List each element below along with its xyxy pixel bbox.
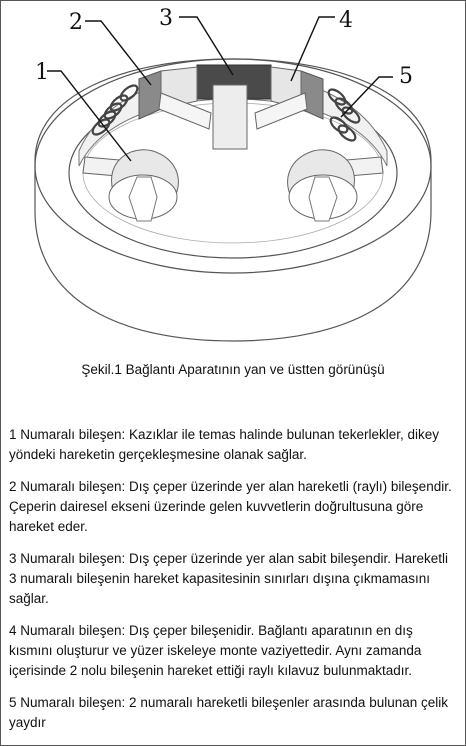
callout-5: 5 [399,64,413,89]
component-2-description: 2 Numaralı bileşen: Dış çeper üzerinde yer alan hareketli (raylı) bileşendir. Çeperin dairesel ekseni üzerinde gelen kuvvetlerin doğrultusuna göre hareket eder. [9,479,452,534]
component-list [9,425,459,745]
component-1-description: 1 Numaralı bileşen: Kazıklar ile temas halinde bulunan tekerlekler, dikey yöndeki hareketin gerçekleşmesine olanak sağlar. [9,427,439,462]
callout-2: 2 [69,10,83,35]
connection-apparatus-figure [1,1,465,351]
wheel-right [288,150,357,221]
wheel-left [109,150,178,221]
figure-caption: Şekil.1 Bağlantı Aparatının yan ve üstten görünüşü [81,362,385,377]
component-3-description: 3 Numaralı bileşen: Dış çeper üzerinde yer alan sabit bileşendir. Hareketli 3 numaralı bileşenin hareket kapasitesinin sınırları dışına çıkmamasını sağlar. [9,551,448,606]
component-4-description: 4 Numaralı bileşen: Dış çeper bileşenidir. Bağlantı aparatının en dış kısmını oluşturur ve yüzer iskeleye monte vaziyettedir. Aynı zamanda içerisinde 2 nolu bileşenin hareket ettiği raylı kılavuz bulunmaktadır. [9,623,422,678]
apparatus-drawing [1,1,465,351]
callout-3: 3 [159,6,173,31]
callout-4: 4 [339,8,353,33]
callout-1: 1 [35,60,49,85]
component-5-description: 5 Numaralı bileşen: 2 numaralı hareketli bileşenler arasında bulunan çelik yaydır [9,695,448,730]
